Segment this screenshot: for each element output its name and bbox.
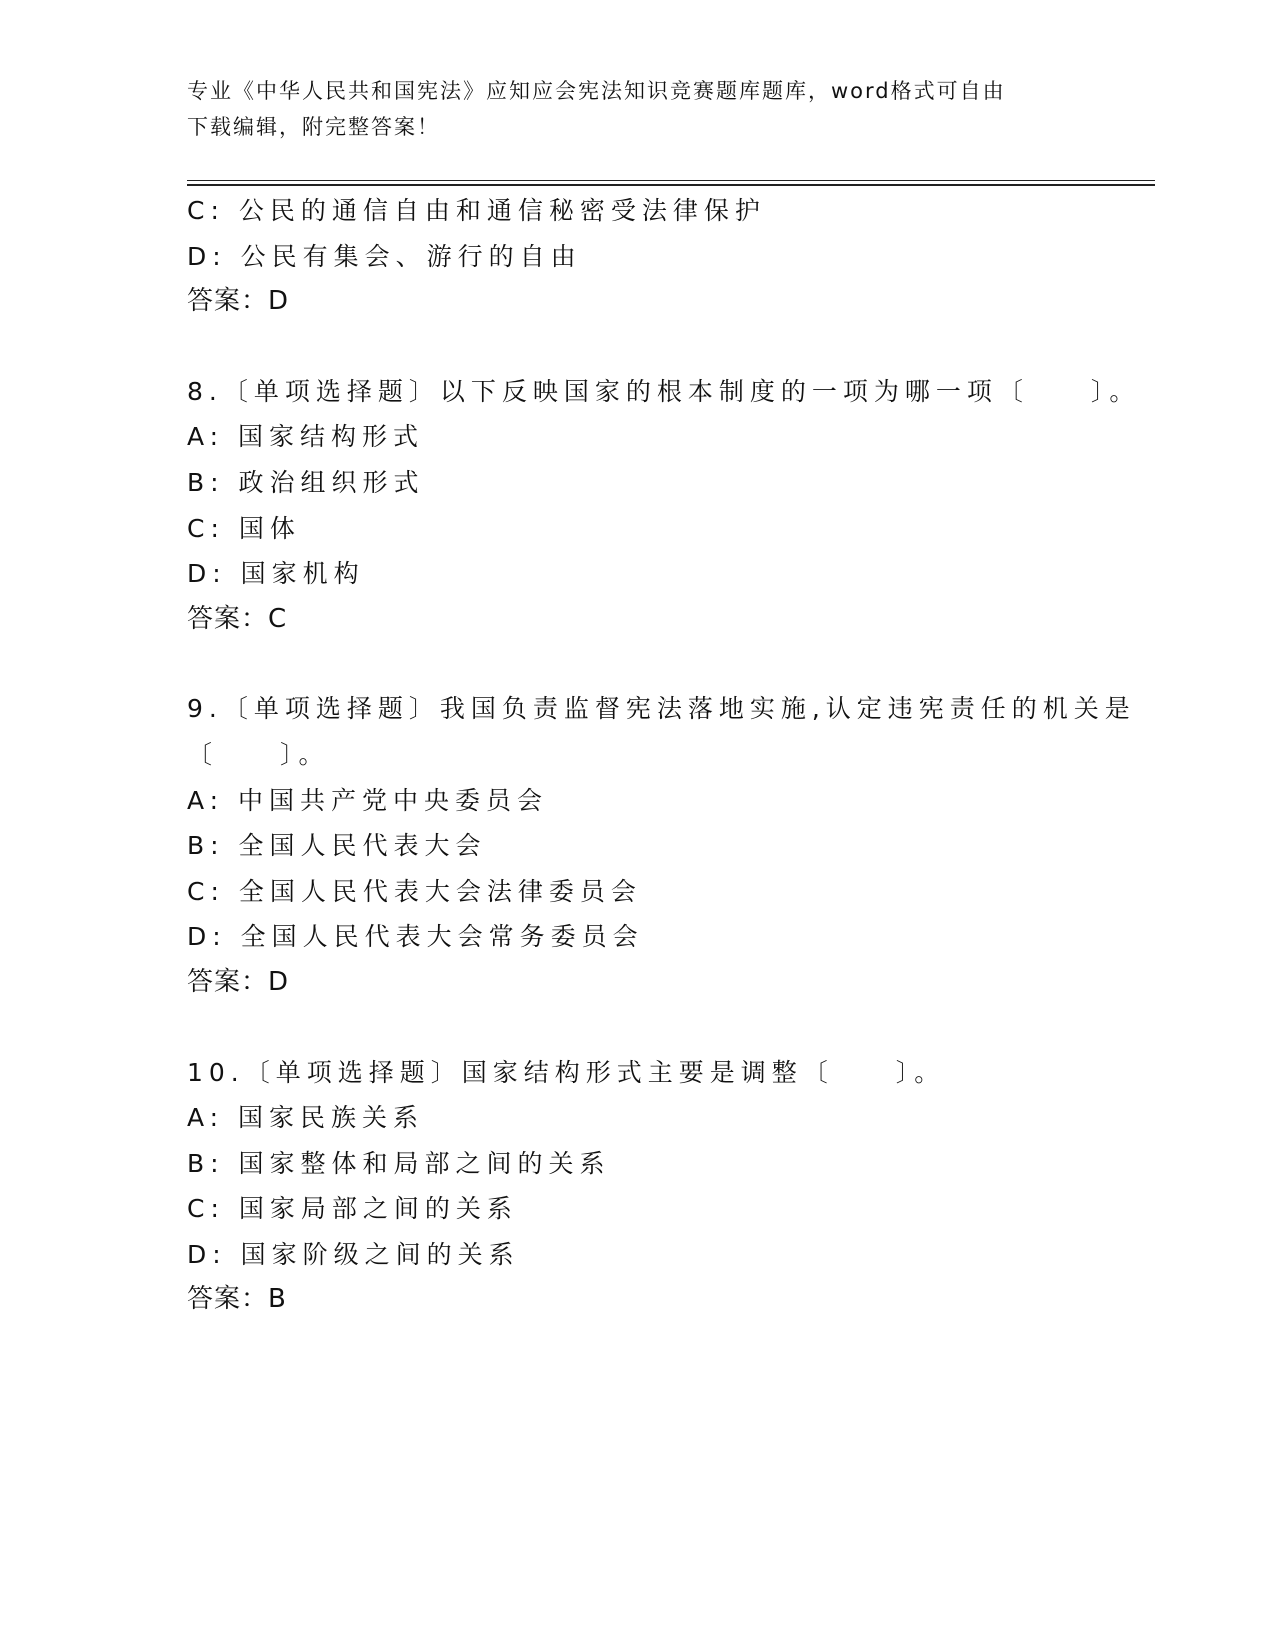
question-9-stem-line-1: 9.〔单项选择题〕我国负责监督宪法落地实施,认定违宪责任的机关是 [187,694,1136,724]
question-7-option-d: D: 公民有集会、游行的自由 [187,241,582,271]
question-list [187,188,1141,1323]
question-8-option-d: D: 国家机构 [187,559,365,589]
question-9-option-a: A: 中国共产党中央委员会 [187,785,549,815]
spacer [187,642,1137,686]
question-7-option-c: C: 公民的通信自由和通信秘密受法律保护 [187,196,766,225]
header-divider-thin [187,180,1155,181]
question-9-stem-line-2: 〔 〕。 [187,739,330,769]
question-9 [187,686,1137,1005]
header-text-line-1: 专业《中华人民共和国宪法》应知应会宪法知识竞赛题库题库，word格式可自由 [187,79,1006,103]
question-10-option-a: A: 国家民族关系 [187,1103,425,1133]
question-8 [187,369,1141,643]
question-10-answer: 答案：B [187,1284,287,1315]
question-9-option-d: D: 全国人民代表大会常务委员会 [187,922,644,952]
question-10-option-d: D: 国家阶级之间的关系 [187,1239,520,1269]
header-text-line-2: 下载编辑，附完整答案！ [187,115,440,139]
question-8-option-a: A: 国家结构形式 [187,422,425,452]
spacer [187,325,1137,369]
question-9-answer: 答案：D [187,966,290,997]
question-9-option-c: C: 全国人民代表大会法律委员会 [187,876,642,906]
question-10-stem: 10.〔单项选择题〕国家结构形式主要是调整〔 〕。 [187,1057,946,1087]
question-10 [187,1050,1137,1324]
question-8-option-c: C: 国体 [187,513,301,543]
question-8-option-b: B: 政治组织形式 [187,467,425,497]
page-header [187,73,1087,145]
question-10-option-c: C: 国家局部之间的关系 [187,1194,518,1224]
question-7-answer: 答案：D [187,286,290,317]
question-8-stem: 8.〔单项选择题〕以下反映国家的根本制度的一项为哪一项〔 〕。 [187,376,1141,406]
question-9-option-b: B: 全国人民代表大会 [187,831,487,861]
spacer [187,1006,1137,1050]
question-7-tail [187,188,1137,325]
header-divider-thick [187,184,1155,186]
question-10-option-b: B: 国家整体和局部之间的关系 [187,1148,611,1178]
question-8-answer: 答案：C [187,603,288,634]
